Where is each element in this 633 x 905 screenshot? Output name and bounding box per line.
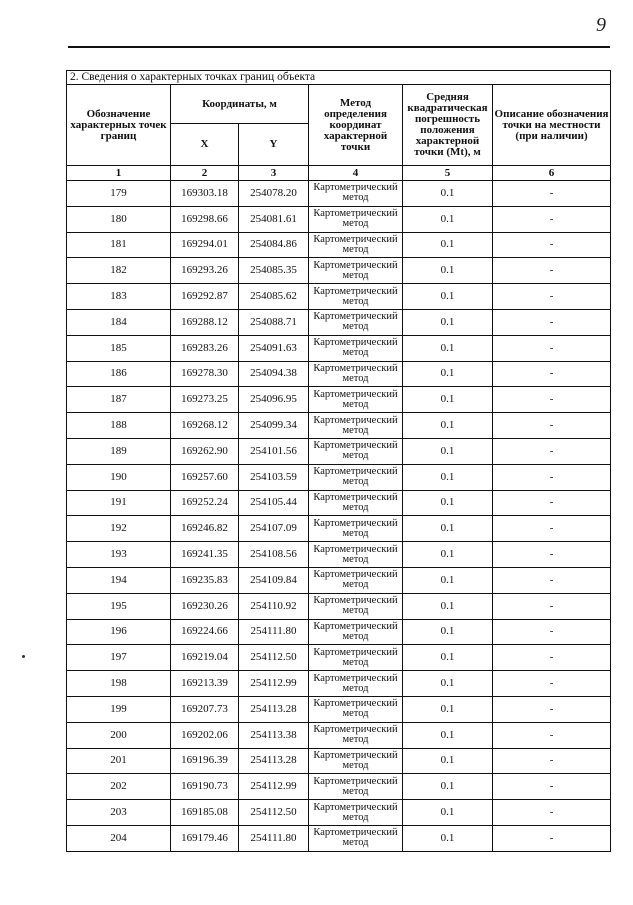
table-row <box>67 181 611 207</box>
description-cell: - <box>493 464 611 490</box>
y-coordinate-cell: 254094.38 <box>239 361 309 387</box>
point-id-cell: 195 <box>67 593 171 619</box>
x-coordinate-cell: 169235.83 <box>171 567 239 593</box>
description-cell: - <box>493 567 611 593</box>
mt-error-cell: 0.1 <box>403 490 493 516</box>
header-point: Обозначение характерных точек границ <box>67 85 171 166</box>
y-coordinate-cell: 254111.80 <box>239 619 309 645</box>
table-row <box>67 438 611 464</box>
x-coordinate-cell: 169268.12 <box>171 413 239 439</box>
x-coordinate-cell: 169196.39 <box>171 748 239 774</box>
point-id-cell: 191 <box>67 490 171 516</box>
x-coordinate-cell: 169283.26 <box>171 335 239 361</box>
column-number-row <box>67 166 611 181</box>
point-id-cell: 194 <box>67 567 171 593</box>
method-cell: Картометрический метод <box>309 232 403 258</box>
page-number: 9 <box>596 14 606 36</box>
point-id-cell: 179 <box>67 181 171 207</box>
method-cell: Картометрический метод <box>309 748 403 774</box>
x-coordinate-cell: 169294.01 <box>171 232 239 258</box>
method-cell: Картометрический метод <box>309 438 403 464</box>
y-coordinate-cell: 254113.28 <box>239 748 309 774</box>
y-coordinate-cell: 254108.56 <box>239 542 309 568</box>
mt-error-cell: 0.1 <box>403 645 493 671</box>
x-coordinate-cell: 169257.60 <box>171 464 239 490</box>
table-row <box>67 774 611 800</box>
x-coordinate-cell: 169262.90 <box>171 438 239 464</box>
table-row <box>67 309 611 335</box>
description-cell: - <box>493 825 611 851</box>
top-divider <box>68 46 610 48</box>
table-row <box>67 619 611 645</box>
table-row <box>67 206 611 232</box>
y-coordinate-cell: 254078.20 <box>239 181 309 207</box>
y-coordinate-cell: 254113.28 <box>239 696 309 722</box>
header-y: Y <box>239 124 309 166</box>
method-cell: Картометрический метод <box>309 800 403 826</box>
column-number: 1 <box>67 166 171 181</box>
point-id-cell: 204 <box>67 825 171 851</box>
table-row <box>67 335 611 361</box>
mt-error-cell: 0.1 <box>403 232 493 258</box>
y-coordinate-cell: 254110.92 <box>239 593 309 619</box>
mt-error-cell: 0.1 <box>403 800 493 826</box>
description-cell: - <box>493 413 611 439</box>
method-cell: Картометрический метод <box>309 774 403 800</box>
x-coordinate-cell: 169190.73 <box>171 774 239 800</box>
x-coordinate-cell: 169224.66 <box>171 619 239 645</box>
method-cell: Картометрический метод <box>309 825 403 851</box>
method-cell: Картометрический метод <box>309 490 403 516</box>
description-cell: - <box>493 284 611 310</box>
point-id-cell: 193 <box>67 542 171 568</box>
mt-error-cell: 0.1 <box>403 361 493 387</box>
boundary-points-table <box>66 70 611 852</box>
y-coordinate-cell: 254103.59 <box>239 464 309 490</box>
method-cell: Картометрический метод <box>309 516 403 542</box>
mt-error-cell: 0.1 <box>403 825 493 851</box>
mt-error-cell: 0.1 <box>403 516 493 542</box>
description-cell: - <box>493 258 611 284</box>
description-cell: - <box>493 748 611 774</box>
point-id-cell: 184 <box>67 309 171 335</box>
method-cell: Картометрический метод <box>309 722 403 748</box>
x-coordinate-cell: 169246.82 <box>171 516 239 542</box>
method-cell: Картометрический метод <box>309 258 403 284</box>
point-id-cell: 190 <box>67 464 171 490</box>
method-cell: Картометрический метод <box>309 645 403 671</box>
header-description: Описание обозначения точки на местности (при наличии) <box>493 85 611 166</box>
x-coordinate-cell: 169298.66 <box>171 206 239 232</box>
method-cell: Картометрический метод <box>309 696 403 722</box>
table-row <box>67 387 611 413</box>
point-id-cell: 185 <box>67 335 171 361</box>
x-coordinate-cell: 169202.06 <box>171 722 239 748</box>
description-cell: - <box>493 387 611 413</box>
y-coordinate-cell: 254099.34 <box>239 413 309 439</box>
method-cell: Картометрический метод <box>309 567 403 593</box>
y-coordinate-cell: 254112.50 <box>239 800 309 826</box>
column-number: 3 <box>239 166 309 181</box>
y-coordinate-cell: 254081.61 <box>239 206 309 232</box>
point-id-cell: 196 <box>67 619 171 645</box>
mt-error-cell: 0.1 <box>403 619 493 645</box>
table-row <box>67 825 611 851</box>
point-id-cell: 188 <box>67 413 171 439</box>
y-coordinate-cell: 254105.44 <box>239 490 309 516</box>
description-cell: - <box>493 438 611 464</box>
point-id-cell: 203 <box>67 800 171 826</box>
mt-error-cell: 0.1 <box>403 206 493 232</box>
description-cell: - <box>493 490 611 516</box>
table-row <box>67 258 611 284</box>
mt-error-cell: 0.1 <box>403 413 493 439</box>
point-id-cell: 186 <box>67 361 171 387</box>
description-cell: - <box>493 671 611 697</box>
point-id-cell: 202 <box>67 774 171 800</box>
method-cell: Картометрический метод <box>309 671 403 697</box>
mt-error-cell: 0.1 <box>403 774 493 800</box>
table-row <box>67 542 611 568</box>
x-coordinate-cell: 169288.12 <box>171 309 239 335</box>
y-coordinate-cell: 254088.71 <box>239 309 309 335</box>
x-coordinate-cell: 169252.24 <box>171 490 239 516</box>
mt-error-cell: 0.1 <box>403 181 493 207</box>
mt-error-cell: 0.1 <box>403 309 493 335</box>
mt-error-cell: 0.1 <box>403 671 493 697</box>
table-row <box>67 722 611 748</box>
y-coordinate-cell: 254101.56 <box>239 438 309 464</box>
y-coordinate-cell: 254111.80 <box>239 825 309 851</box>
description-cell: - <box>493 335 611 361</box>
x-coordinate-cell: 169213.39 <box>171 671 239 697</box>
y-coordinate-cell: 254084.86 <box>239 232 309 258</box>
description-cell: - <box>493 696 611 722</box>
description-cell: - <box>493 722 611 748</box>
x-coordinate-cell: 169219.04 <box>171 645 239 671</box>
method-cell: Картометрический метод <box>309 181 403 207</box>
table-row <box>67 748 611 774</box>
description-cell: - <box>493 542 611 568</box>
y-coordinate-cell: 254085.62 <box>239 284 309 310</box>
header-coords: Координаты, м <box>171 85 309 124</box>
mt-error-cell: 0.1 <box>403 748 493 774</box>
mt-error-cell: 0.1 <box>403 335 493 361</box>
method-cell: Картометрический метод <box>309 361 403 387</box>
y-coordinate-cell: 254096.95 <box>239 387 309 413</box>
x-coordinate-cell: 169278.30 <box>171 361 239 387</box>
mt-error-cell: 0.1 <box>403 438 493 464</box>
y-coordinate-cell: 254107.09 <box>239 516 309 542</box>
table-row <box>67 696 611 722</box>
point-id-cell: 182 <box>67 258 171 284</box>
mt-error-cell: 0.1 <box>403 567 493 593</box>
point-id-cell: 200 <box>67 722 171 748</box>
table-row <box>67 361 611 387</box>
mt-error-cell: 0.1 <box>403 284 493 310</box>
description-cell: - <box>493 619 611 645</box>
description-cell: - <box>493 181 611 207</box>
column-number: 4 <box>309 166 403 181</box>
mt-error-cell: 0.1 <box>403 722 493 748</box>
table-row <box>67 671 611 697</box>
description-cell: - <box>493 232 611 258</box>
point-id-cell: 181 <box>67 232 171 258</box>
scan-speck <box>22 655 25 658</box>
description-cell: - <box>493 593 611 619</box>
description-cell: - <box>493 800 611 826</box>
description-cell: - <box>493 516 611 542</box>
method-cell: Картометрический метод <box>309 593 403 619</box>
method-cell: Картометрический метод <box>309 464 403 490</box>
point-id-cell: 192 <box>67 516 171 542</box>
table-row <box>67 284 611 310</box>
table-row <box>67 800 611 826</box>
header-x: X <box>171 124 239 166</box>
x-coordinate-cell: 169185.08 <box>171 800 239 826</box>
point-id-cell: 187 <box>67 387 171 413</box>
x-coordinate-cell: 169293.26 <box>171 258 239 284</box>
x-coordinate-cell: 169230.26 <box>171 593 239 619</box>
column-number: 6 <box>493 166 611 181</box>
description-cell: - <box>493 645 611 671</box>
table-row <box>67 490 611 516</box>
method-cell: Картометрический метод <box>309 206 403 232</box>
mt-error-cell: 0.1 <box>403 696 493 722</box>
point-id-cell: 189 <box>67 438 171 464</box>
x-coordinate-cell: 169179.46 <box>171 825 239 851</box>
point-id-cell: 197 <box>67 645 171 671</box>
description-cell: - <box>493 206 611 232</box>
x-coordinate-cell: 169303.18 <box>171 181 239 207</box>
method-cell: Картометрический метод <box>309 284 403 310</box>
y-coordinate-cell: 254112.99 <box>239 774 309 800</box>
description-cell: - <box>493 774 611 800</box>
point-id-cell: 198 <box>67 671 171 697</box>
table-row <box>67 413 611 439</box>
table-body <box>67 181 611 852</box>
mt-error-cell: 0.1 <box>403 387 493 413</box>
x-coordinate-cell: 169273.25 <box>171 387 239 413</box>
method-cell: Картометрический метод <box>309 309 403 335</box>
mt-error-cell: 0.1 <box>403 258 493 284</box>
x-coordinate-cell: 169207.73 <box>171 696 239 722</box>
table-row <box>67 593 611 619</box>
description-cell: - <box>493 361 611 387</box>
table-row <box>67 232 611 258</box>
table-row <box>67 516 611 542</box>
mt-error-cell: 0.1 <box>403 464 493 490</box>
y-coordinate-cell: 254085.35 <box>239 258 309 284</box>
header-error: Средняя квадратическая погрешность положения характерной точки (Mt), м <box>403 85 493 166</box>
description-cell: - <box>493 309 611 335</box>
table-row <box>67 567 611 593</box>
method-cell: Картометрический метод <box>309 619 403 645</box>
section-title: 2. Сведения о характерных точках границ объекта <box>67 71 611 85</box>
mt-error-cell: 0.1 <box>403 542 493 568</box>
y-coordinate-cell: 254112.99 <box>239 671 309 697</box>
y-coordinate-cell: 254112.50 <box>239 645 309 671</box>
point-id-cell: 183 <box>67 284 171 310</box>
y-coordinate-cell: 254109.84 <box>239 567 309 593</box>
y-coordinate-cell: 254113.38 <box>239 722 309 748</box>
mt-error-cell: 0.1 <box>403 593 493 619</box>
y-coordinate-cell: 254091.63 <box>239 335 309 361</box>
x-coordinate-cell: 169241.35 <box>171 542 239 568</box>
point-id-cell: 201 <box>67 748 171 774</box>
table-row <box>67 645 611 671</box>
point-id-cell: 199 <box>67 696 171 722</box>
method-cell: Картометрический метод <box>309 413 403 439</box>
table-row <box>67 464 611 490</box>
column-number: 5 <box>403 166 493 181</box>
x-coordinate-cell: 169292.87 <box>171 284 239 310</box>
method-cell: Картометрический метод <box>309 335 403 361</box>
method-cell: Картометрический метод <box>309 387 403 413</box>
point-id-cell: 180 <box>67 206 171 232</box>
method-cell: Картометрический метод <box>309 542 403 568</box>
column-number: 2 <box>171 166 239 181</box>
header-method: Метод определения координат характерной точки <box>309 85 403 166</box>
